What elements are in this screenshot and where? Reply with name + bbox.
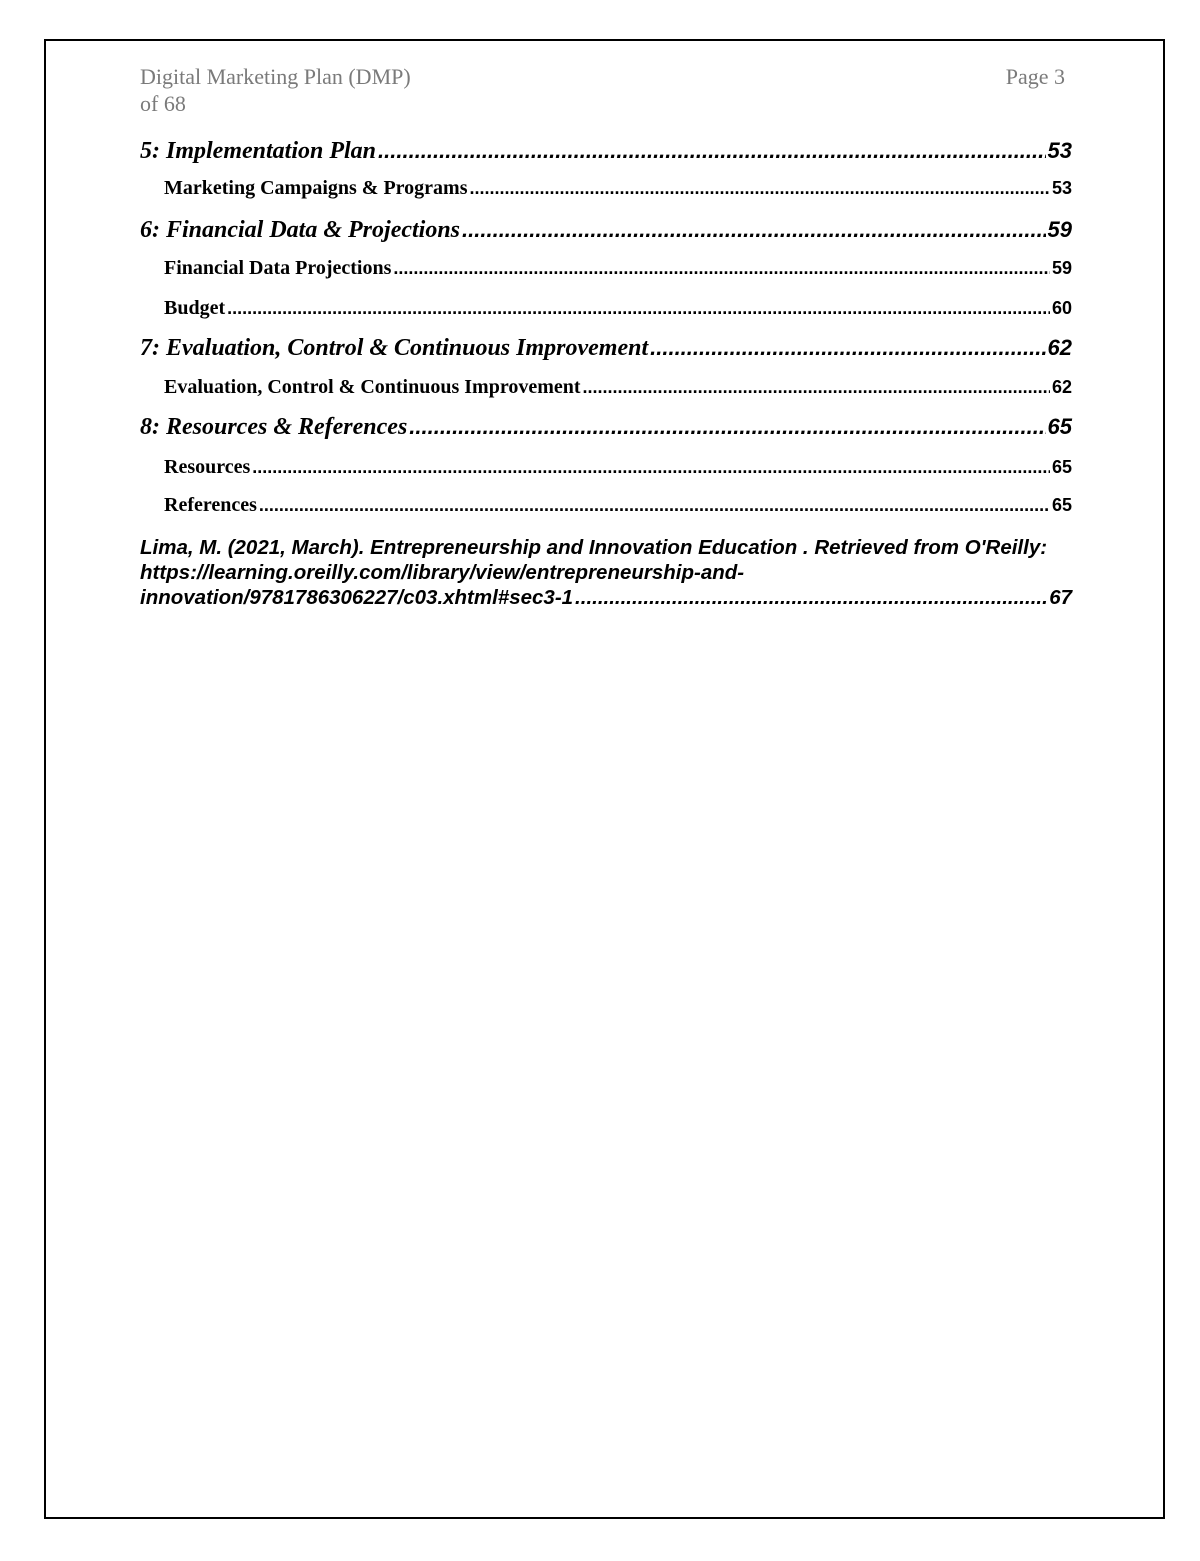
toc-entry-reference-lima[interactable] xyxy=(140,535,1072,610)
toc-dot-leader xyxy=(583,377,1050,398)
toc-entry-resources[interactable] xyxy=(164,456,1072,479)
reference-line-2: https://learning.oreilly.com/library/view/entrepreneurship-and- xyxy=(140,561,745,584)
toc-entry-page: 53 xyxy=(1047,138,1072,163)
reference-line-1: Lima, M. (2021, March). Entrepreneurship and Innovation Education . Retrieved from O'Reilly: xyxy=(140,536,1048,559)
toc-entry-evaluation-control[interactable] xyxy=(140,335,1072,362)
toc-entry-label: Marketing Campaigns & Programs xyxy=(164,177,468,199)
toc-dot-leader xyxy=(259,495,1050,516)
toc-entry-label: 8: Resources & References xyxy=(140,414,408,440)
toc-entry-page: 59 xyxy=(1051,258,1072,278)
toc-dot-leader xyxy=(470,178,1050,199)
toc-entry-label: Budget xyxy=(164,297,226,319)
page-total: of 68 xyxy=(140,91,186,116)
reference-line-3-row xyxy=(140,585,1072,610)
toc-dot-leader xyxy=(227,298,1050,319)
toc-entry-references[interactable] xyxy=(164,494,1072,517)
toc-entry-label: References xyxy=(164,494,257,516)
toc-entry-page: 65 xyxy=(1051,457,1072,477)
toc-entry-label: 7: Evaluation, Control & Continuous Improvement xyxy=(140,335,649,361)
toc-dot-leader xyxy=(252,457,1050,478)
toc-entry-marketing-campaigns[interactable] xyxy=(164,177,1072,200)
toc-entry-label: Financial Data Projections xyxy=(164,257,392,279)
toc-entry-page: 59 xyxy=(1047,217,1072,242)
toc-entry-implementation-plan[interactable] xyxy=(140,138,1072,165)
toc-dot-leader xyxy=(575,585,1047,610)
toc-entry-label: 5: Implementation Plan xyxy=(140,138,377,164)
toc-dot-leader xyxy=(393,258,1050,279)
toc-entry-page: 62 xyxy=(1047,335,1072,360)
toc-entry-resources-references[interactable] xyxy=(140,414,1072,441)
toc-entry-financial-data[interactable] xyxy=(140,217,1072,244)
reference-page: 67 xyxy=(1049,586,1072,609)
toc-entry-page: 65 xyxy=(1051,495,1072,515)
reference-line-3: innovation/9781786306227/c03.xhtml#sec3-1 xyxy=(140,586,574,609)
toc-dot-leader xyxy=(650,335,1045,361)
toc-entry-page: 62 xyxy=(1051,377,1072,397)
document-title: Digital Marketing Plan (DMP) xyxy=(140,64,411,89)
toc-entry-page: 53 xyxy=(1051,178,1072,198)
toc-entry-page: 65 xyxy=(1047,414,1072,439)
toc-entry-label: Evaluation, Control & Continuous Improvement xyxy=(164,376,581,398)
toc-dot-leader xyxy=(462,217,1046,243)
toc-dot-leader xyxy=(378,138,1046,164)
toc-entry-label: 6: Financial Data & Projections xyxy=(140,217,461,243)
toc-entry-budget[interactable] xyxy=(164,297,1072,320)
toc-entry-label: Resources xyxy=(164,456,251,478)
toc-dot-leader xyxy=(409,414,1045,440)
toc-entry-financial-data-projections[interactable] xyxy=(164,257,1072,280)
toc-entry-evaluation-control-sub[interactable] xyxy=(164,376,1072,399)
page-number: Page 3 xyxy=(1005,64,1065,89)
toc-entry-page: 60 xyxy=(1051,298,1072,318)
